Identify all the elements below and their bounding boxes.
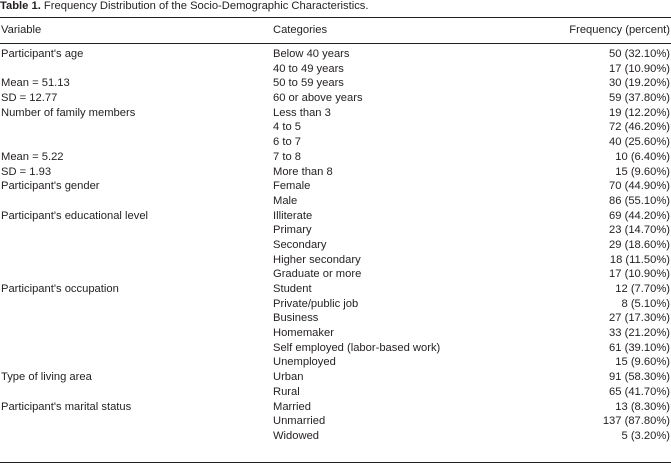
- table-row: [0, 253, 671, 268]
- table-caption: [0, 0, 369, 16]
- header-categories: Categories: [273, 24, 328, 36]
- cell-variable: SD = 1.93: [1, 165, 52, 178]
- cell-variable: Participant's age: [1, 48, 84, 60]
- table-row: [0, 238, 671, 253]
- cell-variable: Participant's gender: [1, 180, 100, 193]
- cell-category: 4 to 5: [273, 121, 301, 134]
- table-row: [0, 120, 671, 135]
- table-row: [0, 385, 671, 400]
- cell-category: Higher secondary: [273, 253, 361, 266]
- cell-category: Less than 3: [273, 106, 331, 119]
- cell-frequency: 30 (19.20%): [609, 77, 670, 90]
- table-row: [0, 355, 671, 370]
- cell-frequency: 72 (46.20%): [609, 121, 670, 134]
- cell-variable: Participant's educational level: [1, 209, 149, 222]
- cell-frequency: 61 (39.10%): [609, 341, 670, 354]
- header-variable: Variable: [1, 24, 42, 36]
- cell-frequency: 18 (11.50%): [609, 253, 670, 266]
- cell-category: Widowed: [273, 429, 320, 442]
- table-row: [0, 62, 671, 77]
- table-row: [0, 76, 671, 91]
- cell-frequency: 15 (9.60%): [615, 165, 670, 178]
- table-row: [0, 47, 671, 62]
- cell-category: Rural: [273, 385, 300, 398]
- cell-frequency: 5 (3.20%): [621, 429, 670, 442]
- cell-frequency: 40 (25.60%): [609, 136, 670, 149]
- cell-frequency: 86 (55.10%): [609, 194, 670, 207]
- table-row: [0, 400, 671, 415]
- cell-variable: Participant's marital status: [1, 400, 132, 413]
- cell-frequency: 27 (17.30%): [609, 312, 670, 325]
- cell-frequency: 13 (8.30%): [615, 400, 670, 413]
- table-row: [0, 311, 671, 326]
- cell-category: More than 8: [273, 165, 333, 178]
- cell-category: Urban: [273, 371, 304, 384]
- cell-category: Student: [273, 283, 312, 295]
- table-body: [0, 47, 671, 444]
- cell-category: 60 or above years: [273, 92, 363, 105]
- cell-variable: SD = 12.77: [1, 92, 58, 105]
- cell-frequency: 15 (9.60%): [615, 356, 670, 369]
- table-row: [0, 165, 671, 180]
- cell-frequency: 17 (10.90%): [609, 268, 670, 281]
- cell-category: Male: [273, 194, 298, 207]
- cell-category: 50 to 59 years: [273, 77, 344, 90]
- cell-category: Married: [273, 400, 311, 413]
- table-row: [0, 135, 671, 150]
- table-row: [0, 414, 671, 429]
- cell-variable: Type of living area: [1, 371, 92, 384]
- header-rule: [0, 43, 671, 44]
- cell-category: Primary: [273, 224, 312, 237]
- table-row: [0, 194, 671, 209]
- cell-category: 7 to 8: [273, 150, 301, 163]
- cell-frequency: 8 (5.10%): [621, 297, 670, 310]
- cell-category: Business: [273, 312, 319, 325]
- table-row: [0, 370, 671, 385]
- cell-frequency: 19 (12.20%): [609, 106, 670, 119]
- cell-variable: Number of family members: [1, 106, 136, 119]
- cell-category: Female: [273, 180, 311, 193]
- header-frequency: Frequency (percent): [569, 24, 670, 36]
- cell-frequency: 137 (87.80%): [602, 415, 670, 428]
- cell-frequency: 12 (7.70%): [615, 283, 670, 295]
- cell-category: Below 40 years: [273, 48, 350, 60]
- table-row: [0, 267, 671, 282]
- table-row: [0, 341, 671, 356]
- table-caption-label: Table 1.: [0, 0, 41, 12]
- table-row: [0, 297, 671, 312]
- cell-frequency: 23 (14.70%): [609, 224, 670, 237]
- table-row: [0, 179, 671, 194]
- table-row: [0, 91, 671, 106]
- cell-category: Illiterate: [273, 209, 313, 222]
- table-caption-text: Frequency Distribution of the Socio-Demographic Characteristics.: [40, 0, 369, 12]
- bottom-rule: [0, 462, 671, 463]
- cell-frequency: 91 (58.30%): [609, 371, 670, 384]
- cell-frequency: 50 (32.10%): [609, 48, 670, 60]
- cell-variable: Mean = 5.22: [1, 150, 64, 163]
- table-row: [0, 282, 671, 297]
- cell-category: Homemaker: [273, 327, 334, 340]
- cell-frequency: 69 (44.20%): [609, 209, 670, 222]
- cell-frequency: 17 (10.90%): [609, 62, 670, 75]
- table-row: [0, 326, 671, 341]
- cell-frequency: 70 (44.90%): [609, 180, 670, 193]
- cell-category: Self employed (labor-based work): [273, 341, 441, 354]
- table-row: [0, 429, 671, 444]
- cell-category: Secondary: [273, 238, 327, 251]
- cell-category: Graduate or more: [273, 268, 362, 281]
- cell-category: 40 to 49 years: [273, 62, 344, 75]
- table-row: [0, 150, 671, 165]
- cell-frequency: 10 (6.40%): [615, 150, 670, 163]
- cell-variable: Mean = 51.13: [1, 77, 70, 90]
- cell-variable: Participant's occupation: [1, 283, 119, 295]
- table-row: [0, 106, 671, 121]
- cell-frequency: 29 (18.60%): [609, 238, 670, 251]
- cell-category: Unemployed: [273, 356, 336, 369]
- cell-frequency: 33 (21.20%): [609, 327, 670, 340]
- cell-category: Private/public job: [273, 297, 359, 310]
- cell-frequency: 59 (37.80%): [609, 92, 670, 105]
- table-row: [0, 209, 671, 224]
- cell-category: Unmarried: [273, 415, 326, 428]
- cell-frequency: 65 (41.70%): [609, 385, 670, 398]
- table-row: [0, 223, 671, 238]
- cell-category: 6 to 7: [273, 136, 301, 149]
- table-header: [0, 18, 671, 43]
